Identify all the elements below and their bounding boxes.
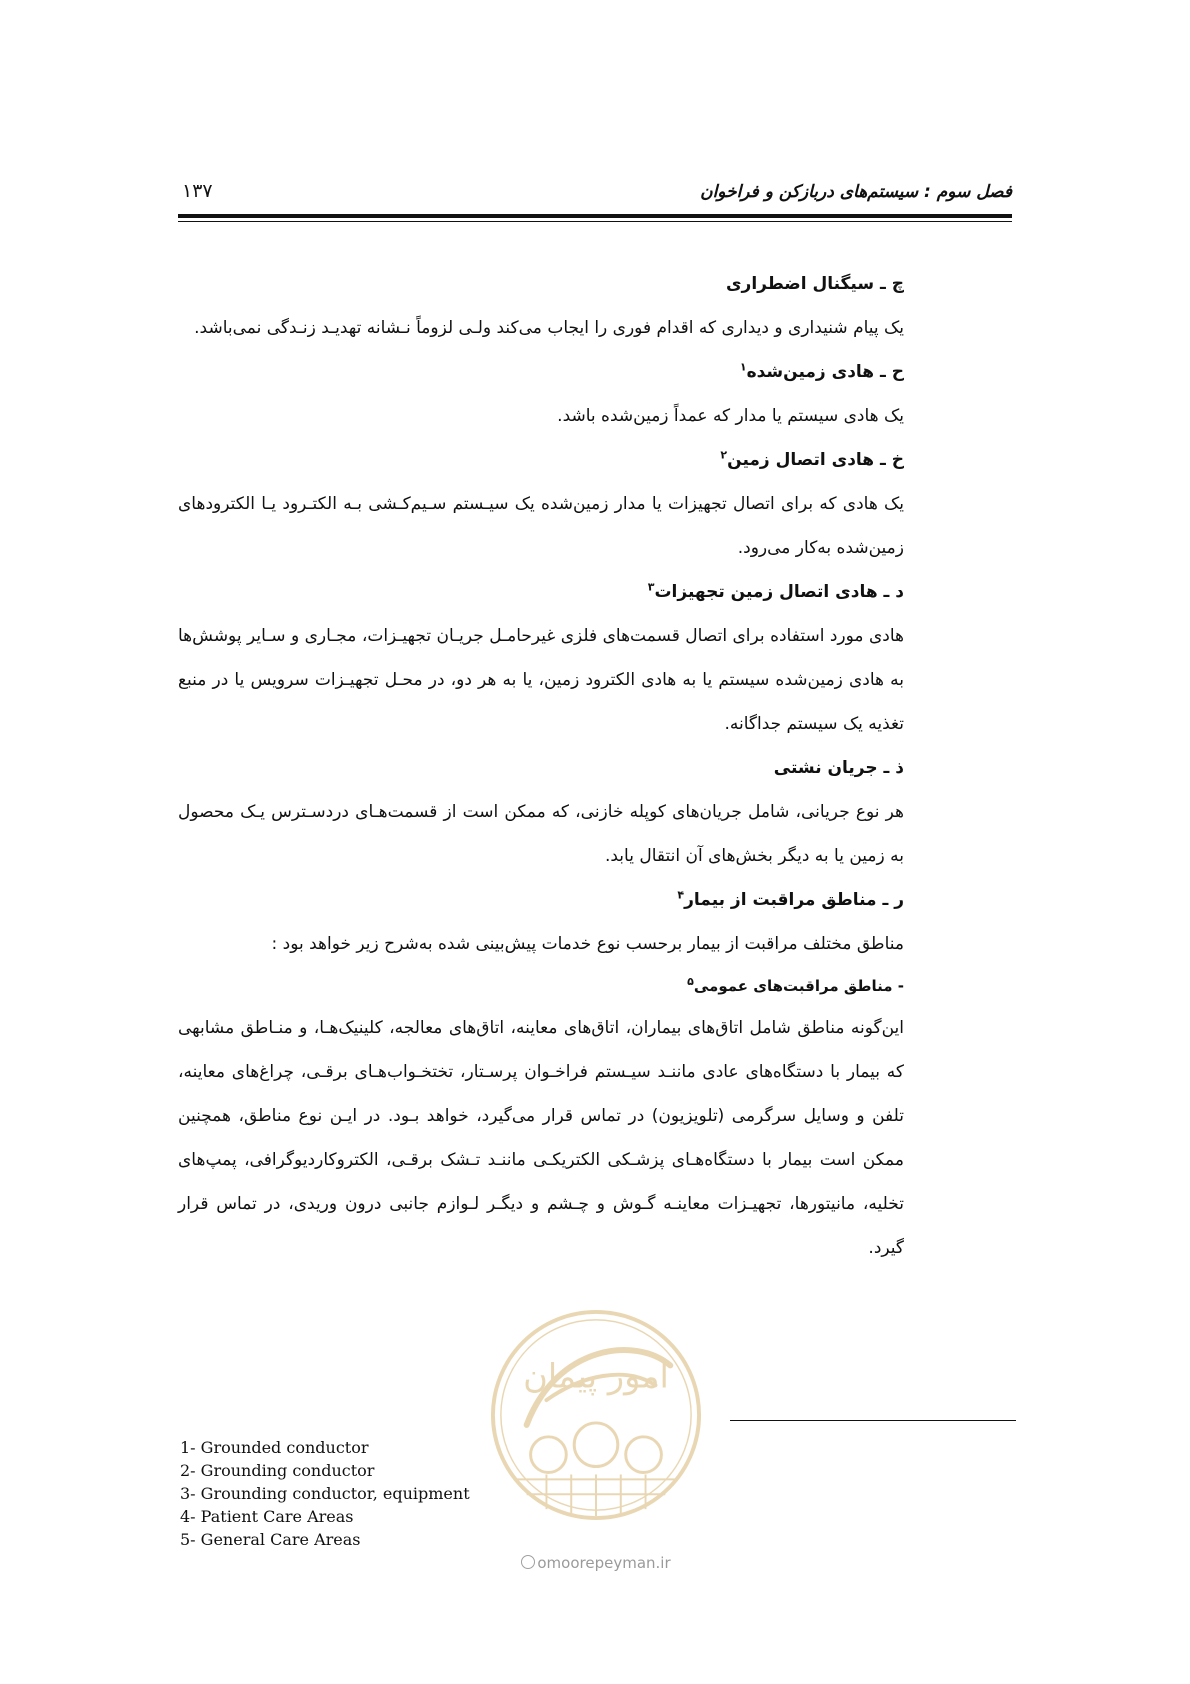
footnote-item: 2- Grounding conductor [180, 1461, 375, 1480]
section-body: یک هادی که برای اتصال تجهیزات یا مدار زمین‌شده یک سیـستم سـیم‌کـشی بـه الکتـرود یـا الکترودهای زمین‌شده به‌کار می‌رود. [178, 494, 904, 558]
watermark-icon [521, 1555, 535, 1569]
footnotes [180, 1436, 470, 1551]
section-grounded-conductor [178, 350, 904, 438]
section-body: یک هادی سیستم یا مدار که عمداً زمین‌شده باشد. [557, 406, 904, 426]
footnote-item: 1- Grounded conductor [180, 1438, 369, 1457]
section-leakage-current [178, 746, 904, 878]
watermark-site: omoorepeyman.ir [486, 1554, 706, 1572]
section-heading: ر ـ مناطق مراقبت از بیمار$^۴$ [677, 888, 904, 910]
header-rule-thin [178, 221, 1012, 222]
footnote-item: 5- General Care Areas [180, 1530, 361, 1549]
page-number: ۱۳۷ [182, 180, 213, 202]
section-equipment-grounding [178, 570, 904, 746]
section-body: هادی مورد استفاده برای اتصال قسمت‌های فلزی غیرحامـل جریـان تجهیـزات، مجـاری و سـایر پوشش‌ها به هادی زمین‌شده سیستم یا به هادی الکترود زمین، یا به هر دو، در محـل تجهیـزات سرویس یا در منبع تغذیه یک سیستم جداگانه. [178, 626, 904, 734]
section-patient-care-areas [178, 878, 904, 966]
header-rule-thick [178, 214, 1012, 218]
section-grounding-conductor [178, 438, 904, 570]
watermark-logo-text: امور پیمان [523, 1356, 669, 1396]
main-content [178, 262, 904, 1270]
footnote-ref: ۲ [720, 448, 728, 462]
footnote-ref: ۳ [647, 580, 655, 594]
chapter-title: فصل سوم : سیستم‌های دربازکن و فراخوان [700, 182, 1012, 202]
footnote-separator [730, 1420, 1016, 1421]
section-heading: د ـ هادی اتصال زمین تجهیزات$^۳$ [647, 580, 904, 602]
section-heading: خ ـ هادی اتصال زمین$^۲$ [720, 448, 904, 470]
subsection-body: این‌گونه مناطق شامل اتاق‌های بیماران، اتاق‌های معاینه، اتاق‌های معالجه، کلینیک‌هـا، و منـاطق مشابهی که بیمار با دستگاه‌های عادی ماننـد سیـستم فراخـوان پرسـتار، تختخـواب‌هـای برقـی، چراغ‌های معاینه، تلفن و وسایل سرگرمی (تلویزیون) در تماس قرار می‌گیرد، خواهد بـود. در ایـن نوع مناطق، همچنین ممکن است بیمار با دستگاه‌هـای پزشـکی الکتریکـی ماننـد تـشک برقـی، الکتروکاردیوگرافی، پمپ‌های تخلیه، مانیتورها، تجهیـزات معاینـه گـوش و چـشم و دیگـر لـوازم جانبی درون وریدی، در تماس قرار گیرد. [178, 1018, 904, 1258]
section-heading: ذ ـ جریان نشتی [773, 758, 904, 778]
footnote-ref: ۵ [687, 975, 694, 988]
subsection-general-care [178, 966, 904, 1270]
page-header [178, 182, 1012, 212]
footnote-item: 3- Grounding conductor, equipment [180, 1484, 470, 1503]
footnote-ref: ۱ [739, 360, 747, 374]
section-emergency-signal [178, 262, 904, 350]
section-body: هر نوع جریانی، شامل جریان‌های کوپله خازنی، که ممکن است از قسمت‌هـای دردسـترس یـک محصول به زمین یا به دیگر بخش‌های آن انتقال یابد. [178, 802, 904, 866]
section-body: مناطق مختلف مراقبت از بیمار برحسب نوع خدمات پیش‌بینی شده به‌شرح زیر خواهد بود : [271, 934, 904, 954]
footnote-ref: ۴ [677, 888, 685, 902]
section-heading: ح ـ هادی زمین‌شده$^۱$ [739, 360, 904, 382]
section-heading: چ ـ سیگنال اضطراری [725, 274, 904, 294]
watermark-logo [487, 1306, 705, 1524]
subsection-heading: - مناطق مراقبت‌های عمومی$^۵$ [687, 975, 904, 995]
footnote-item: 4- Patient Care Areas [180, 1507, 354, 1526]
section-body: یک پیام شنیداری و دیداری که اقدام فوری را ایجاب می‌کند ولـی لزوماً نـشانه تهدیـد زنـدگی نمی‌باشد. [194, 318, 904, 338]
